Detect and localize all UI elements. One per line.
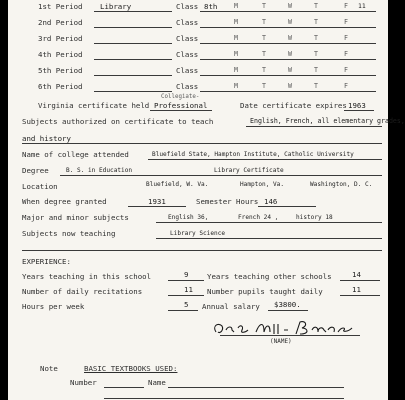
salary-value: $3800. (274, 300, 301, 309)
college-label: Name of college attended (22, 150, 129, 159)
experience-heading: EXPERIENCE: (22, 257, 71, 266)
day-letter-4: F (344, 18, 348, 26)
semester-label: Semester Hours (196, 197, 259, 206)
class-line (200, 75, 376, 76)
subjects-authorized-line2 (22, 143, 382, 144)
period-label: 4th Period (38, 50, 83, 59)
note-label: Note (40, 364, 58, 373)
day-letter-3: T (314, 82, 318, 90)
name-label: Name (148, 378, 166, 387)
now-teaching-line2 (22, 250, 382, 251)
day-letter-1: T (262, 50, 266, 58)
day-letter-0: M (234, 34, 238, 42)
day-letter-2: W (288, 82, 292, 90)
semester-value: 146 (264, 197, 278, 206)
years-other-value: 14 (352, 270, 361, 279)
recitations-label: Number of daily recitations (22, 287, 143, 296)
day-letter-2: W (288, 34, 292, 42)
day-letter-1: T (262, 82, 266, 90)
period-label: 6th Period (38, 82, 83, 91)
period-subject: Library (100, 2, 132, 11)
class-label: Class (176, 18, 199, 27)
day-letter-0: M (234, 50, 238, 58)
class-value: 8th (204, 2, 218, 11)
pupils-line (340, 295, 380, 296)
period-subject-line (94, 75, 172, 76)
day-letter-4: F (344, 34, 348, 42)
degree-granted-value: 1931 (148, 197, 166, 206)
major-french: French 24 , (238, 214, 279, 221)
class-line (200, 27, 376, 28)
years-other-line (340, 280, 380, 281)
now-teaching-label: Subjects now teaching (22, 229, 116, 238)
location-2: Hampton, Va. (240, 181, 285, 188)
day-letter-0: M (234, 18, 238, 26)
period-label: 1st Period (38, 2, 83, 11)
major-minor-line (156, 222, 382, 223)
name-caption: (NAME) (270, 338, 292, 345)
day-letter-0: M (234, 2, 238, 10)
day-letter-2: W (288, 66, 292, 74)
recitations-value: 11 (184, 285, 193, 294)
class-label: Class (176, 34, 199, 43)
day-letter-0: M (234, 82, 238, 90)
day-letter-4: F (344, 66, 348, 74)
salary-line (268, 310, 308, 311)
class-line (200, 43, 376, 44)
now-teaching-value: Library Science (170, 230, 226, 237)
location-1: Bluefield, W. Va. (146, 181, 209, 188)
college-line (148, 159, 382, 160)
class-line (200, 59, 376, 60)
document-page (8, 0, 405, 400)
expires-line (344, 110, 374, 111)
expires-label: Date certificate expires (240, 101, 347, 110)
now-teaching-line1 (156, 238, 382, 239)
semester-line (258, 206, 316, 207)
expires-value: 1963 (348, 101, 366, 110)
hours-label: Hours per week (22, 302, 85, 311)
subjects-authorized-value1: English, French, all elementary grades, (250, 117, 405, 125)
period-subject-line (94, 27, 172, 28)
day-letter-4: F (344, 82, 348, 90)
class-label: Class (176, 66, 199, 75)
years-other-label: Years teaching other schools (207, 272, 332, 281)
day-letter-2: W (288, 50, 292, 58)
library-certificate: Library Certificate (214, 167, 284, 174)
day-letter-4: F (344, 2, 348, 10)
period-subject-line (94, 43, 172, 44)
number-line (104, 387, 144, 388)
years-school-label: Years teaching in this school (22, 272, 152, 281)
subjects-authorized-value2: and history (22, 134, 71, 143)
day-letter-3: T (314, 18, 318, 26)
period-subject-line (94, 59, 172, 60)
certificate-type-line1: Collegiate- (161, 94, 200, 100)
name-line-2 (104, 398, 344, 399)
day-letter-1: T (262, 18, 266, 26)
signature-line (220, 335, 360, 336)
certificate-type-line2: Professional (154, 101, 208, 110)
day-letter-1: T (262, 2, 266, 10)
subjects-authorized-label: Subjects authorized on certificate to teach (22, 117, 214, 126)
day-letter-3: T (314, 66, 318, 74)
class-label: Class (176, 2, 199, 11)
degree-line (60, 175, 382, 176)
day-letter-3: T (314, 2, 318, 10)
major-history: history 18 (296, 214, 333, 221)
day-letter-4: F (344, 50, 348, 58)
degree-label: Degree (22, 166, 49, 175)
salary-label: Annual salary (202, 302, 260, 311)
degree-granted-label: When degree granted (22, 197, 107, 206)
period-end-value: 11 (358, 2, 366, 10)
class-label: Class (176, 50, 199, 59)
hours-line (168, 310, 198, 311)
location-3: Washington, D. C. (310, 181, 373, 188)
period-label: 5th Period (38, 66, 83, 75)
day-letter-3: T (314, 50, 318, 58)
hours-value: 5 (184, 300, 189, 309)
day-letter-2: W (288, 18, 292, 26)
textbooks-heading: BASIC TEXTBOOKS USED: (84, 364, 178, 373)
day-letter-1: T (262, 66, 266, 74)
major-minor-label: Major and minor subjects (22, 213, 129, 222)
years-school-value: 9 (184, 270, 189, 279)
class-label: Class (176, 82, 199, 91)
major-english: English 36, (168, 214, 209, 221)
class-line (200, 11, 376, 12)
subjects-authorized-line1 (246, 126, 382, 127)
day-letter-2: W (288, 2, 292, 10)
certificate-line (150, 110, 212, 111)
period-subject-line (94, 11, 172, 12)
period-label: 2nd Period (38, 18, 83, 27)
number-label: Number (70, 378, 97, 387)
certificate-label: Virginia certificate held (38, 101, 150, 110)
period-label: 3rd Period (38, 34, 83, 43)
recitations-line (168, 295, 204, 296)
degree-granted-line (128, 206, 186, 207)
college-value: Bluefield State, Hampton Institute, Catholic University (152, 151, 354, 158)
day-letter-1: T (262, 34, 266, 42)
day-letter-3: T (314, 34, 318, 42)
name-line (168, 387, 344, 388)
degree-value: B. S. in Education (66, 167, 133, 174)
class-line (200, 91, 376, 92)
day-letter-0: M (234, 66, 238, 74)
years-school-line (168, 280, 204, 281)
location-label: Location (22, 182, 58, 191)
pupils-value: 11 (352, 285, 361, 294)
pupils-label: Number pupils taught daily (207, 287, 323, 296)
period-subject-line (94, 91, 172, 92)
